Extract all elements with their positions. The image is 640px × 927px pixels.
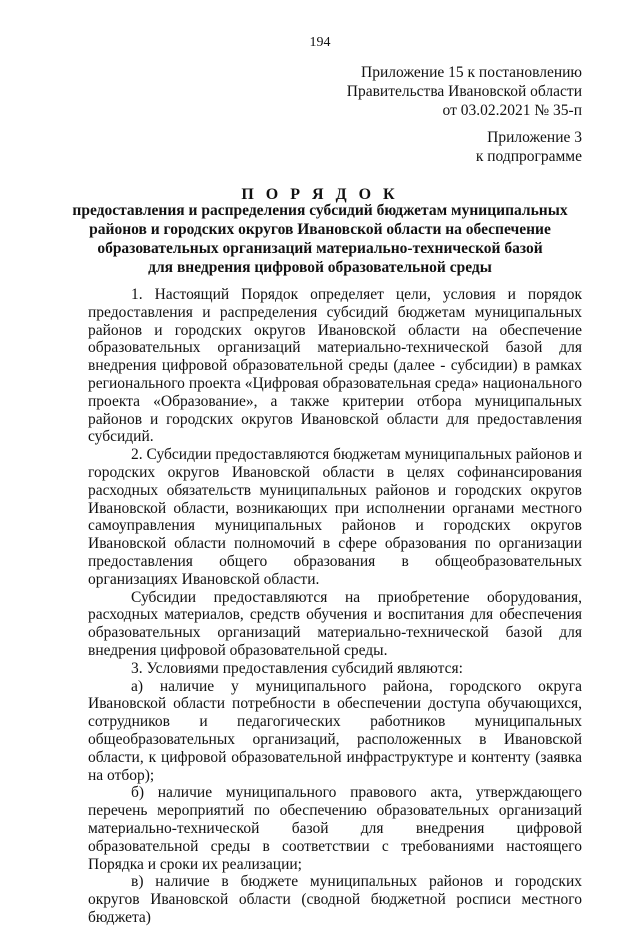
page-number: 194 <box>309 35 331 50</box>
attachment-line: Приложение 15 к постановлению <box>361 64 582 81</box>
subtitle-line: образовательных организаций материально-технической базой <box>97 240 543 257</box>
document-body <box>88 286 582 927</box>
paragraph: Субсидии предоставляются на приобретение оборудования, расходных материалов, средств обучения и воспитания для обеспечения образовательных организаций материально-технической базой для внедрения цифровой образовательной среды. <box>88 588 582 659</box>
paragraph: 3. Условиями предоставления субсидий являются: <box>131 659 463 677</box>
attachment-header <box>347 63 582 120</box>
paragraph: в) наличие в бюджете муниципальных районов и городских округов Ивановской области (сводной бюджетной росписи местного бюджета) <box>88 873 582 926</box>
paragraph: а) наличие у муниципального района, городского округа Ивановской области потребности в обеспечении доступа обучающихся, сотрудников и педагогических работников муниципальных общеобразовательных организаций, расположенных в Ивановской области, к цифровой образовательной инфраструктуре и контенту (заявка на отбор); <box>88 677 582 784</box>
document-subtitle <box>0 201 640 277</box>
attachment-line: Правительства Ивановской области <box>346 83 582 100</box>
attachment-line: Приложение 3 <box>487 129 582 146</box>
paragraph: 1. Настоящий Порядок определяет цели, условия и порядок предоставления и распределения субсидий бюджетам муниципальных районов и городских округов Ивановской области на обеспечение образовательных организаций материально-технической базой для внедрения цифровой образовательной среды (далее - субсидии) в рамках регионального проекта «Цифровая образовательная среда» национального проекта «Образование», а также критерии отбора муниципальных районов и городских округов Ивановской области для предоставления субсидий. <box>88 286 582 446</box>
subtitle-line: предоставления и распределения субсидий бюджетам муниципальных <box>72 202 568 219</box>
document-title: П О Р Я Д О К <box>241 186 399 203</box>
attachment-line: от 03.02.2021 № 35-п <box>442 102 582 119</box>
paragraph: б) наличие муниципального правового акта, утверждающего перечень мероприятий по обеспечению образовательных организаций материально-технической базой для внедрения цифровой образовательной среды в соответствии с требованиями настоящего Порядка и сроки их реализации; <box>88 784 582 873</box>
subtitle-line: районов и городских округов Ивановской области на обеспечение <box>89 221 551 238</box>
subtitle-line: для внедрения цифровой образовательной среды <box>148 259 492 276</box>
attachment-line: к подпрограмме <box>475 148 582 165</box>
paragraph: 2. Субсидии предоставляются бюджетам муниципальных районов и городских округов Ивановской области в целях софинансирования расходных обязательств муниципальных районов и городских округов Ивановской области, возникающих при исполнении органами местного самоуправления муниципальных районов и городских округов Ивановской области полномочий в сфере образования по организации предоставления общего образования в общеобразовательных организациях Ивановской области. <box>88 446 582 588</box>
subprogram-attachment <box>476 128 582 166</box>
